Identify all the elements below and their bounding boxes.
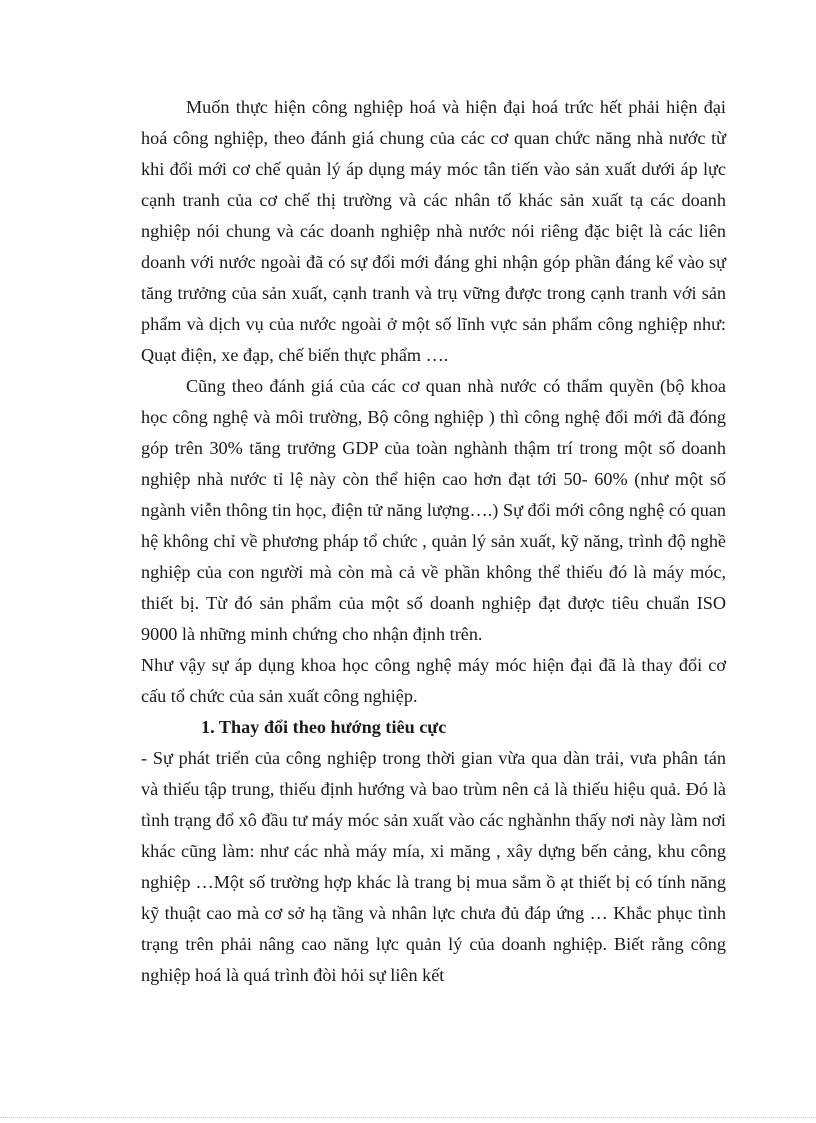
paragraph-industrialization-intro: Muốn thực hiện công nghiệp hoá và hiện đại hoá trức hết phải hiện đại hoá công nghiệp, theo đánh giá chung của các cơ quan chức năng nhà nước từ khi đổi mới cơ chế quản lý áp dụng máy móc tân tiến vào sản xuất dưới áp lực cạnh tranh của cơ chế thị trường và các nhân tố khác sản xuất tạ các doanh nghiệp nói chung và các doanh nghiệp nhà nước nói riêng đặc biệt là các liên doanh với nước ngoài đã có sự đổi mới đáng ghi nhận góp phần đáng kể vào sự tăng trưởng của sản xuất, cạnh tranh và trụ vững được trong cạnh tranh với sản phẩm và dịch vụ của nước ngoài ở một số lĩnh vực sản phẩm công nghiệp như: Quạt điện, xe đạp, chế biến thực phẩm …. bbox=[141, 97, 726, 365]
paragraph-negative-change: - Sự phát triển của công nghiệp trong thời gian vừa qua dàn trải, vưa phân tán và thiếu tập trung, thiếu định hướng và bao trùm nên cả là thiếu hiệu quả. Đó là tình trạng đổ xô đầu tư máy móc sản xuất vào các nghànhn thấy nơi này làm nơi khác cũng làm: như các nhà máy mía, xi măng , xây dựng bến cảng, khu công nghiệp …Một số trường hợp khác là trang bị mua sắm ồ ạt thiết bị có tính năng kỹ thuật cao mà cơ sở hạ tầng và nhân lực chưa đủ đáp ứng … Khắc phục tình trạng trên phải nâng cao năng lực quản lý của doanh nghiệp. Biết rằng công nghiệp hoá là quá trình đòi hỏi sự liên kết bbox=[141, 748, 726, 985]
paragraph-technology-contribution: Cũng theo đánh giá của các cơ quan nhà nước có thẩm quyền (bộ khoa học công nghệ và môi trường, Bộ công nghiệp ) thì công nghệ đổi mới đã đóng góp trên 30% tăng trưởng GDP của toàn nghành thậm trí trong một số doanh nghiệp nhà nước tỉ lệ này còn thể hiện cao hơn đạt tới 50- 60% (như một số ngành viễn thông tin học, điện tử năng lượng….) Sự đổi mới công nghệ có quan hệ không chỉ về phương pháp tổ chức , quản lý sản xuất, kỹ năng, trình độ nghề nghiệp của con người mà còn mà cả về phần không thể thiếu đó là máy móc, thiết bị. Từ đó sản phẩm của một số doanh nghiệp đạt được tiêu chuẩn ISO 9000 là những minh chứng cho nhận định trên. bbox=[141, 376, 726, 644]
section-heading: 1. Thay đổi theo hướng tiêu cực bbox=[201, 717, 447, 737]
document-body bbox=[141, 92, 726, 991]
paragraph-structure-change: Như vậy sự áp dụng khoa học công nghệ máy móc hiện đại đã là thay đổi cơ cấu tổ chức của sản xuất công nghiệp. bbox=[141, 655, 726, 706]
page-bottom-divider bbox=[0, 1117, 816, 1118]
